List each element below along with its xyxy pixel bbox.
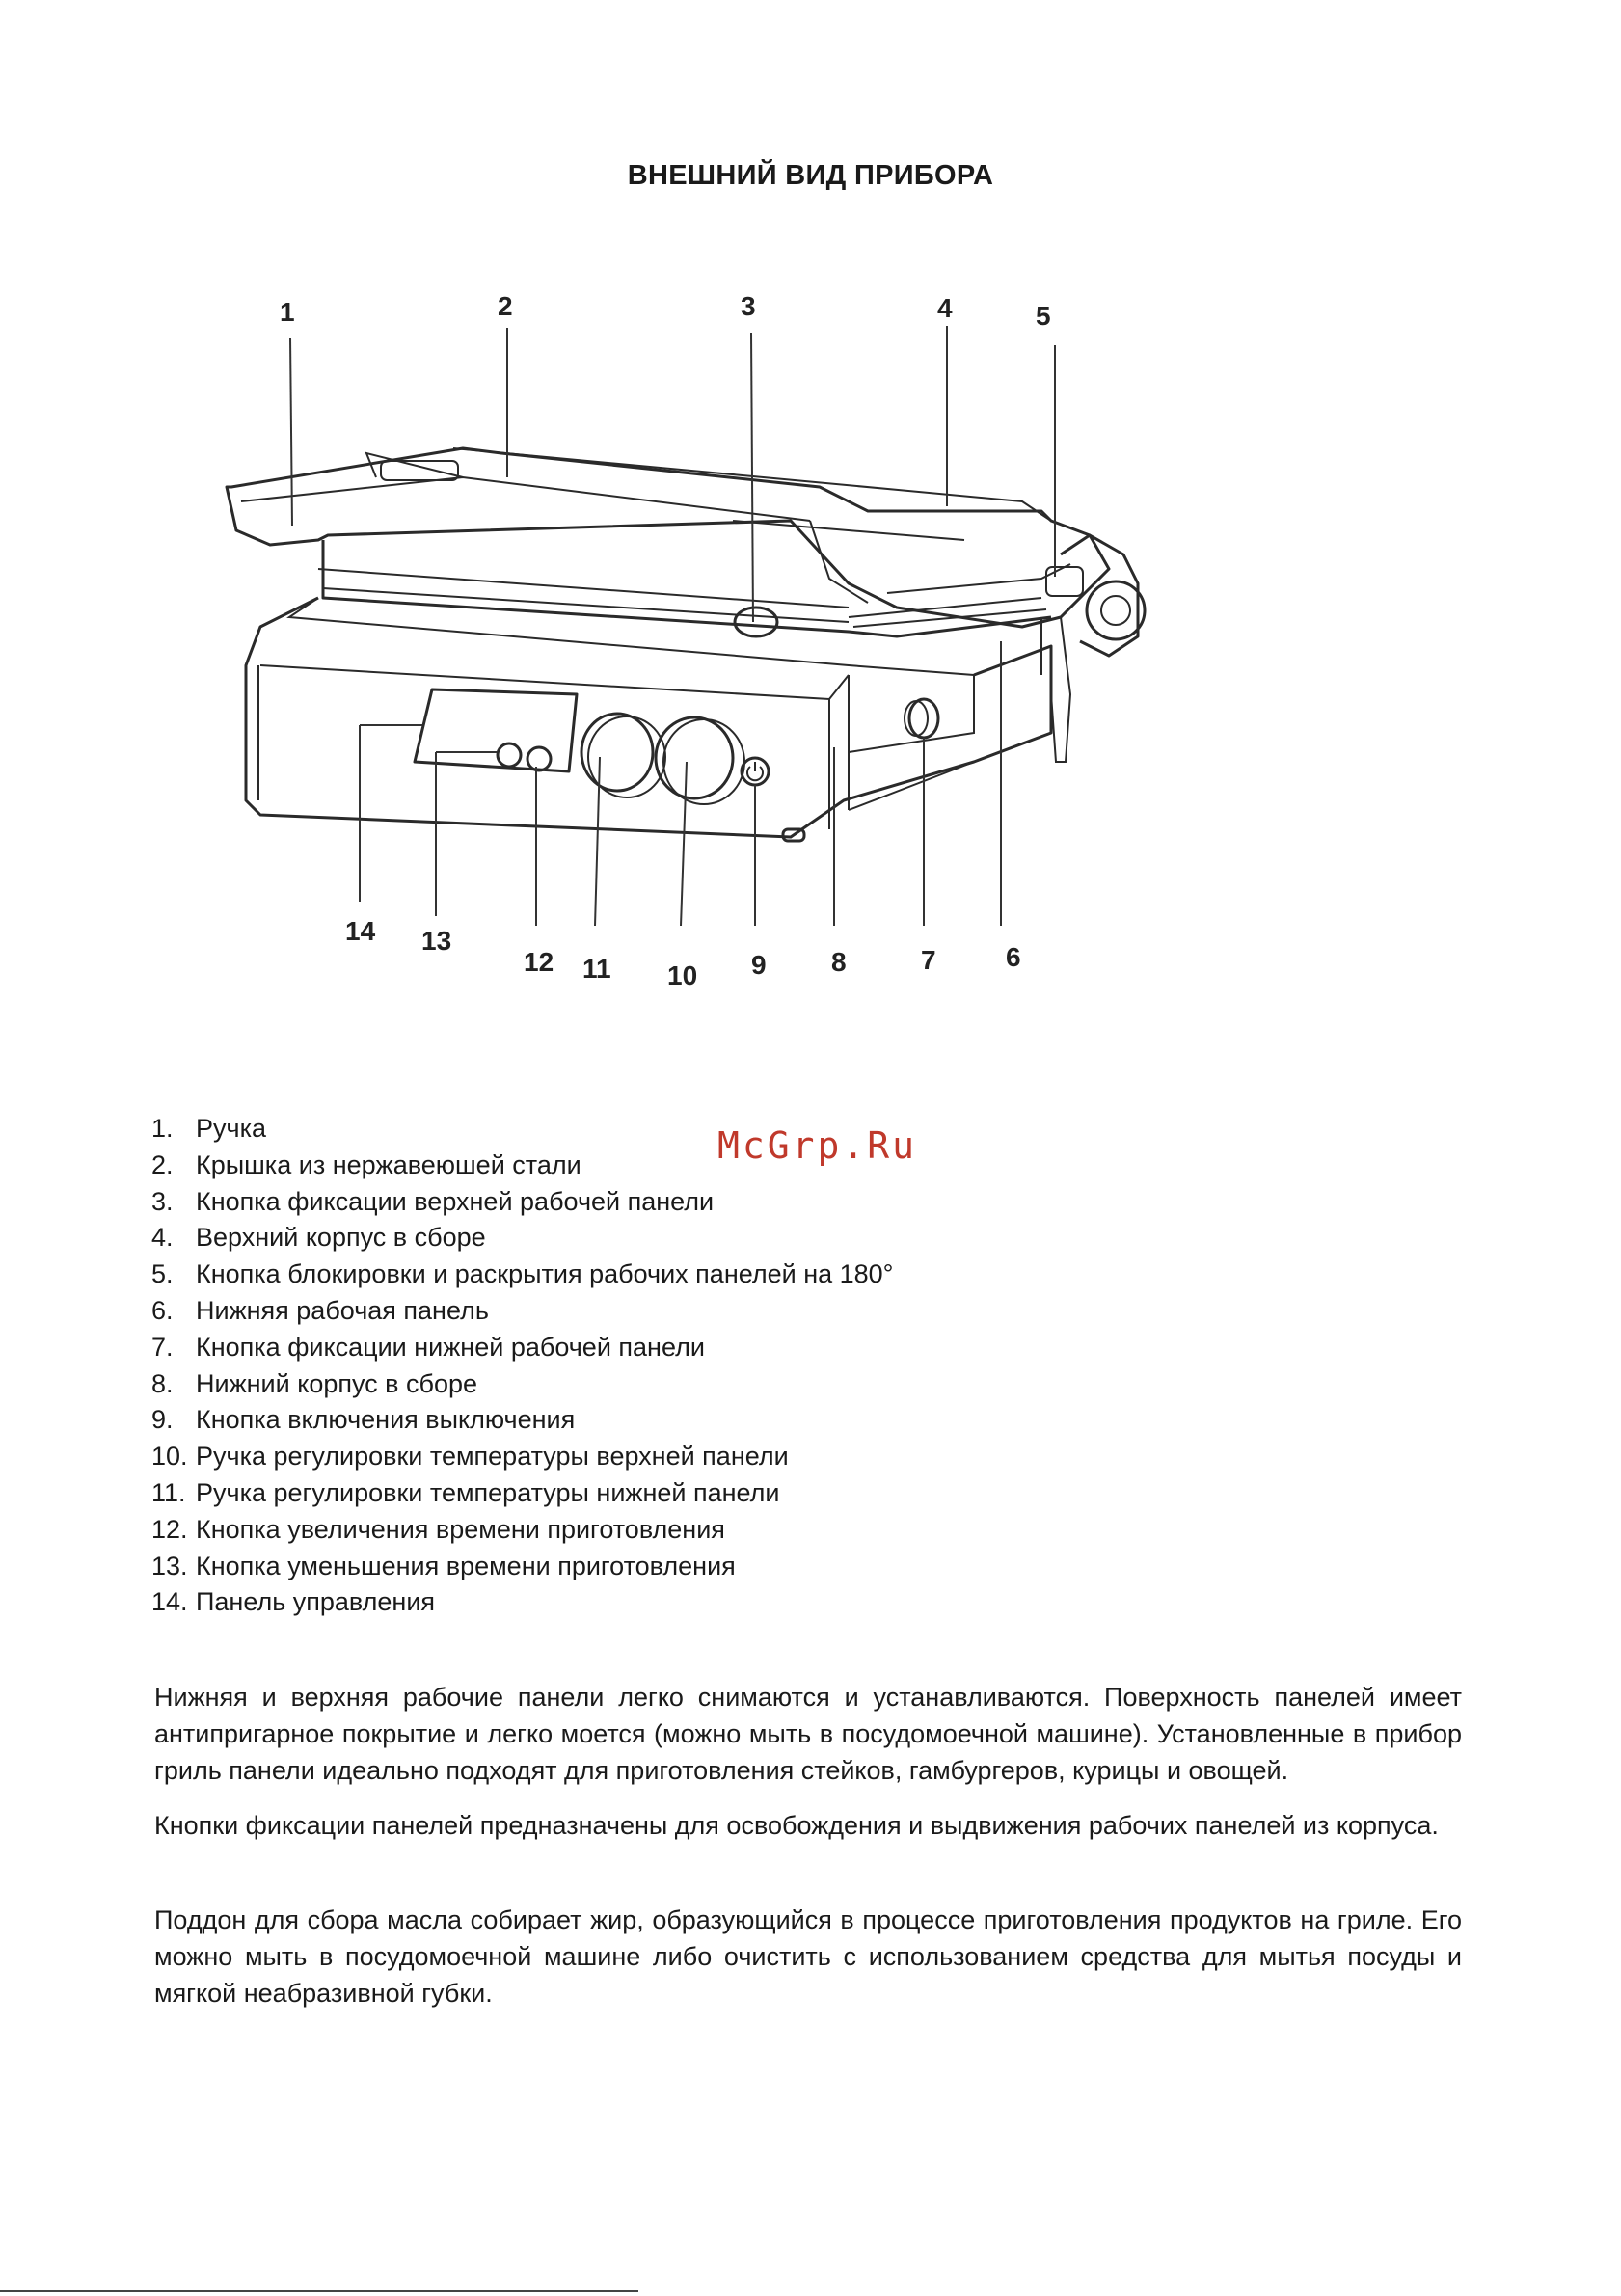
callout-4: 4 bbox=[937, 293, 953, 323]
list-item: 8. Нижний корпус в сборе bbox=[151, 1368, 478, 1398]
callout-8: 8 bbox=[831, 947, 847, 977]
callout-11: 11 bbox=[582, 954, 611, 984]
callout-numbers bbox=[280, 291, 1051, 990]
list-item: 1. Ручка bbox=[151, 1114, 266, 1143]
list-item: 13. Кнопка уменьшения времени приготовления bbox=[151, 1551, 736, 1580]
callout-5: 5 bbox=[1036, 301, 1051, 331]
list-item: 6. Нижняя рабочая панель bbox=[151, 1295, 489, 1325]
footer-divider bbox=[0, 2290, 638, 2292]
callout-1: 1 bbox=[280, 297, 295, 327]
callout-9: 9 bbox=[751, 950, 767, 980]
leader-lines bbox=[290, 326, 1055, 926]
list-item: 7. Кнопка фиксации нижней рабочей панели bbox=[151, 1332, 705, 1362]
list-item: 14. Панель управления bbox=[151, 1587, 436, 1617]
list-item: 11. Ручка регулировки температуры нижней панели bbox=[151, 1477, 780, 1507]
parts-list bbox=[151, 1111, 893, 1621]
callout-6: 6 bbox=[1006, 942, 1021, 972]
paragraph-panels: Нижняя и верхняя рабочие панели легко снимаются и устанавливаются. Поверхность панелей имеет антипригарное покрытие и легко моется (можно мыть в посудомоечной машине). Установленные в прибор гриль панели идеально подходят для приготовления стейков, гамбургеров, курицы и овощей. bbox=[154, 1683, 1462, 1785]
callout-13: 13 bbox=[421, 926, 452, 956]
callout-12: 12 bbox=[524, 947, 554, 977]
list-item: 4. Верхний корпус в сборе bbox=[151, 1223, 486, 1253]
callout-2: 2 bbox=[498, 291, 513, 321]
paragraph-drip-tray: Поддон для сбора масла собирает жир, образующийся в процессе приготовления продуктов на гриле. Его можно мыть в посудомоечной машине либо очистить с использованием средства для мытья посуды и мягкой неабразивной губки. bbox=[154, 1905, 1462, 2008]
list-item: 12. Кнопка увеличения времени приготовления bbox=[151, 1514, 725, 1544]
callout-14: 14 bbox=[345, 916, 376, 946]
page-title: ВНЕШНИЙ ВИД ПРИБОРА bbox=[627, 160, 994, 191]
paragraph-fixation: Кнопки фиксации панелей предназначены для освобождения и выдвижения рабочих панелей из корпуса. bbox=[154, 1811, 1439, 1840]
list-item: 2. Крышка из нержавеюшей стали bbox=[151, 1149, 581, 1179]
callout-3: 3 bbox=[741, 291, 756, 321]
callout-7: 7 bbox=[921, 945, 936, 975]
grill-diagram bbox=[0, 0, 1621, 1022]
list-item: 10. Ручка регулировки температуры верхней панели bbox=[151, 1442, 789, 1472]
list-item: 5. Кнопка блокировки и раскрытия рабочих панелей на 180° bbox=[151, 1259, 894, 1289]
list-item: 3. Кнопка фиксации верхней рабочей панели bbox=[151, 1186, 715, 1216]
watermark: McGrp.Ru bbox=[717, 1124, 918, 1167]
callout-10: 10 bbox=[667, 960, 698, 990]
list-item: 9. Кнопка включения выключения bbox=[151, 1405, 576, 1435]
